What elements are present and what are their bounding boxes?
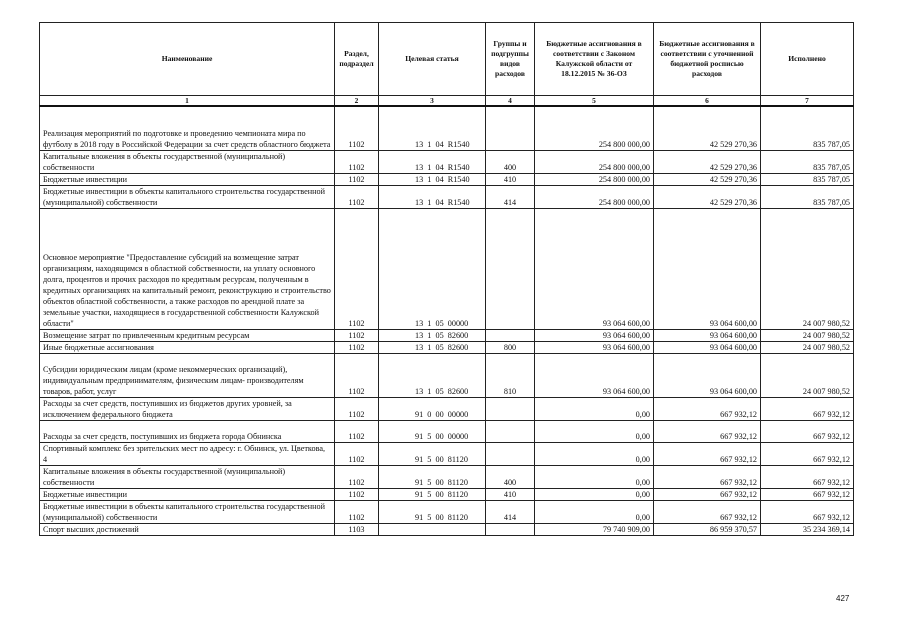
row-executed: 667 932,12 [761, 420, 854, 442]
row-executed: 667 932,12 [761, 488, 854, 500]
table-row [40, 488, 854, 500]
header-row [40, 23, 854, 96]
row-budget-law: 93 064 600,00 [535, 341, 654, 353]
page-number: 427 [836, 594, 850, 603]
column-number: 2 [335, 96, 379, 107]
row-budget-law: 93 064 600,00 [535, 208, 654, 329]
row-expense-group: 400 [486, 465, 535, 488]
header-budget-refined: Бюджетные ассигнования в соответствии с уточненной бюджетной росписью расходов [654, 23, 761, 96]
row-section: 1102 [335, 420, 379, 442]
header-name: Наименование [40, 23, 335, 96]
column-number: 1 [40, 96, 335, 107]
row-budget-law: 0,00 [535, 420, 654, 442]
row-budget-law: 254 800 000,00 [535, 106, 654, 150]
row-section: 1102 [335, 341, 379, 353]
row-budget-refined: 86 959 370,57 [654, 523, 761, 535]
row-budget-refined: 93 064 600,00 [654, 329, 761, 341]
row-budget-refined: 42 529 270,36 [654, 106, 761, 150]
row-target-code: 13 1 05 82600 [379, 353, 486, 397]
row-section: 1102 [335, 465, 379, 488]
row-budget-law: 254 800 000,00 [535, 173, 654, 185]
table-row [40, 106, 854, 150]
row-expense-group [486, 442, 535, 465]
row-budget-refined: 93 064 600,00 [654, 341, 761, 353]
row-budget-refined: 42 529 270,36 [654, 173, 761, 185]
table-row [40, 465, 854, 488]
column-number: 4 [486, 96, 535, 107]
row-executed: 24 007 980,52 [761, 329, 854, 341]
row-executed: 667 932,12 [761, 397, 854, 420]
row-expense-group: 414 [486, 185, 535, 208]
row-expense-group [486, 329, 535, 341]
header-groups: Группы и подгруппы видов расходов [486, 23, 535, 96]
row-executed: 667 932,12 [761, 500, 854, 523]
column-number: 3 [379, 96, 486, 107]
row-target-code: 13 1 04 R1540 [379, 173, 486, 185]
row-name: Капитальные вложения в объекты государственной (муниципальной) собственности [40, 465, 335, 488]
row-section: 1102 [335, 150, 379, 173]
row-executed: 667 932,12 [761, 465, 854, 488]
row-executed: 35 234 369,14 [761, 523, 854, 535]
row-expense-group [486, 106, 535, 150]
row-executed: 835 787,05 [761, 150, 854, 173]
row-name: Основное мероприятие "Предоставление субсидий на возмещение затрат организациям, находящимся в областной собственности, на уплату основного долга, процентов и прочих расходов по кредитным ресурсам, полученным в кредитных организациях на капитальный ремонт, реконструкцию и строительство объектов областной собственности, а также расходов по арендной плате за земельные участки, находящиеся в государственной собственности Калужской области" [40, 208, 335, 329]
row-budget-law: 254 800 000,00 [535, 185, 654, 208]
row-target-code: 91 5 00 81120 [379, 500, 486, 523]
row-budget-refined: 667 932,12 [654, 465, 761, 488]
row-executed: 24 007 980,52 [761, 208, 854, 329]
column-number: 6 [654, 96, 761, 107]
header-section: Раздел, подраздел [335, 23, 379, 96]
table-row [40, 523, 854, 535]
row-name: Возмещение затрат по привлеченным кредитным ресурсам [40, 329, 335, 341]
row-budget-refined: 42 529 270,36 [654, 150, 761, 173]
row-expense-group: 400 [486, 150, 535, 173]
row-expense-group [486, 208, 535, 329]
row-budget-law: 79 740 909,00 [535, 523, 654, 535]
row-budget-refined: 667 932,12 [654, 500, 761, 523]
row-name: Бюджетные инвестиции в объекты капитального строительства государственной (муниципальной) собственности [40, 185, 335, 208]
row-budget-law: 0,00 [535, 442, 654, 465]
row-budget-refined: 667 932,12 [654, 488, 761, 500]
row-budget-law: 0,00 [535, 488, 654, 500]
row-budget-refined: 667 932,12 [654, 442, 761, 465]
row-budget-refined: 667 932,12 [654, 420, 761, 442]
row-target-code: 91 5 00 00000 [379, 420, 486, 442]
row-budget-law: 93 064 600,00 [535, 353, 654, 397]
row-expense-group: 410 [486, 488, 535, 500]
row-section: 1102 [335, 173, 379, 185]
table-row [40, 208, 854, 329]
table-row [40, 442, 854, 465]
row-target-code: 13 1 05 00000 [379, 208, 486, 329]
row-name: Спорт высших достижений [40, 523, 335, 535]
row-executed: 835 787,05 [761, 185, 854, 208]
row-executed: 24 007 980,52 [761, 353, 854, 397]
row-section: 1102 [335, 329, 379, 341]
row-target-code: 91 5 00 81120 [379, 442, 486, 465]
header-executed: Исполнено [761, 23, 854, 96]
row-expense-group [486, 420, 535, 442]
table-row [40, 420, 854, 442]
table-row [40, 329, 854, 341]
header-target: Целевая статья [379, 23, 486, 96]
row-executed: 835 787,05 [761, 106, 854, 150]
row-name: Бюджетные инвестиции [40, 488, 335, 500]
row-budget-refined: 667 932,12 [654, 397, 761, 420]
row-section: 1102 [335, 353, 379, 397]
row-budget-refined: 42 529 270,36 [654, 185, 761, 208]
table-row [40, 353, 854, 397]
row-name: Иные бюджетные ассигнования [40, 341, 335, 353]
table-body [40, 106, 854, 535]
row-target-code: 13 1 05 82600 [379, 329, 486, 341]
row-budget-refined: 93 064 600,00 [654, 208, 761, 329]
row-section: 1102 [335, 397, 379, 420]
budget-table [39, 22, 854, 536]
row-name: Расходы за счет средств, поступивших из бюджета города Обнинска [40, 420, 335, 442]
row-name: Субсидии юридическим лицам (кроме некоммерческих организаций), индивидуальным предпринимателям, физическим лицам- производителям товаров, работ, услуг [40, 353, 335, 397]
row-target-code: 13 1 04 R1540 [379, 185, 486, 208]
budget-table-sheet [39, 22, 853, 536]
row-section: 1102 [335, 208, 379, 329]
row-target-code: 13 1 05 82600 [379, 341, 486, 353]
row-target-code: 91 5 00 81120 [379, 488, 486, 500]
table-row [40, 341, 854, 353]
header-budget-law: Бюджетные ассигнования в соответствии с Законом Калужской области от 18.12.2015 № 36-ОЗ [535, 23, 654, 96]
row-name: Расходы за счет средств, поступивших из бюджетов других уровней, за исключением федерального бюджета [40, 397, 335, 420]
row-budget-refined: 93 064 600,00 [654, 353, 761, 397]
row-budget-law: 0,00 [535, 500, 654, 523]
row-section: 1103 [335, 523, 379, 535]
row-name: Реализация мероприятий по подготовке и проведению чемпионата мира по футболу в 2018 году в Российской Федерации за счет средств областного бюджета [40, 106, 335, 150]
row-executed: 24 007 980,52 [761, 341, 854, 353]
row-target-code: 91 5 00 81120 [379, 465, 486, 488]
row-executed: 667 932,12 [761, 442, 854, 465]
table-row [40, 500, 854, 523]
table-row [40, 150, 854, 173]
row-section: 1102 [335, 442, 379, 465]
row-target-code: 13 1 04 R1540 [379, 106, 486, 150]
row-budget-law: 0,00 [535, 465, 654, 488]
row-expense-group [486, 523, 535, 535]
row-executed: 835 787,05 [761, 173, 854, 185]
row-name: Капитальные вложения в объекты государственной (муниципальной) собственности [40, 150, 335, 173]
row-target-code [379, 523, 486, 535]
row-name: Спортивный комплекс без зрительских мест по адресу: г. Обнинск, ул. Цветкова, 4 [40, 442, 335, 465]
row-name: Бюджетные инвестиции [40, 173, 335, 185]
row-expense-group: 410 [486, 173, 535, 185]
row-section: 1102 [335, 500, 379, 523]
row-section: 1102 [335, 106, 379, 150]
row-target-code: 13 1 04 R1540 [379, 150, 486, 173]
column-number-row [40, 96, 854, 107]
column-number: 7 [761, 96, 854, 107]
column-number: 5 [535, 96, 654, 107]
row-expense-group: 414 [486, 500, 535, 523]
row-budget-law: 0,00 [535, 397, 654, 420]
row-budget-law: 93 064 600,00 [535, 329, 654, 341]
row-budget-law: 254 800 000,00 [535, 150, 654, 173]
row-section: 1102 [335, 185, 379, 208]
table-row [40, 185, 854, 208]
row-section: 1102 [335, 488, 379, 500]
row-target-code: 91 0 00 00000 [379, 397, 486, 420]
row-name: Бюджетные инвестиции в объекты капитального строительства государственной (муниципальной) собственности [40, 500, 335, 523]
row-expense-group [486, 397, 535, 420]
row-expense-group: 800 [486, 341, 535, 353]
table-row [40, 173, 854, 185]
table-row [40, 397, 854, 420]
row-expense-group: 810 [486, 353, 535, 397]
